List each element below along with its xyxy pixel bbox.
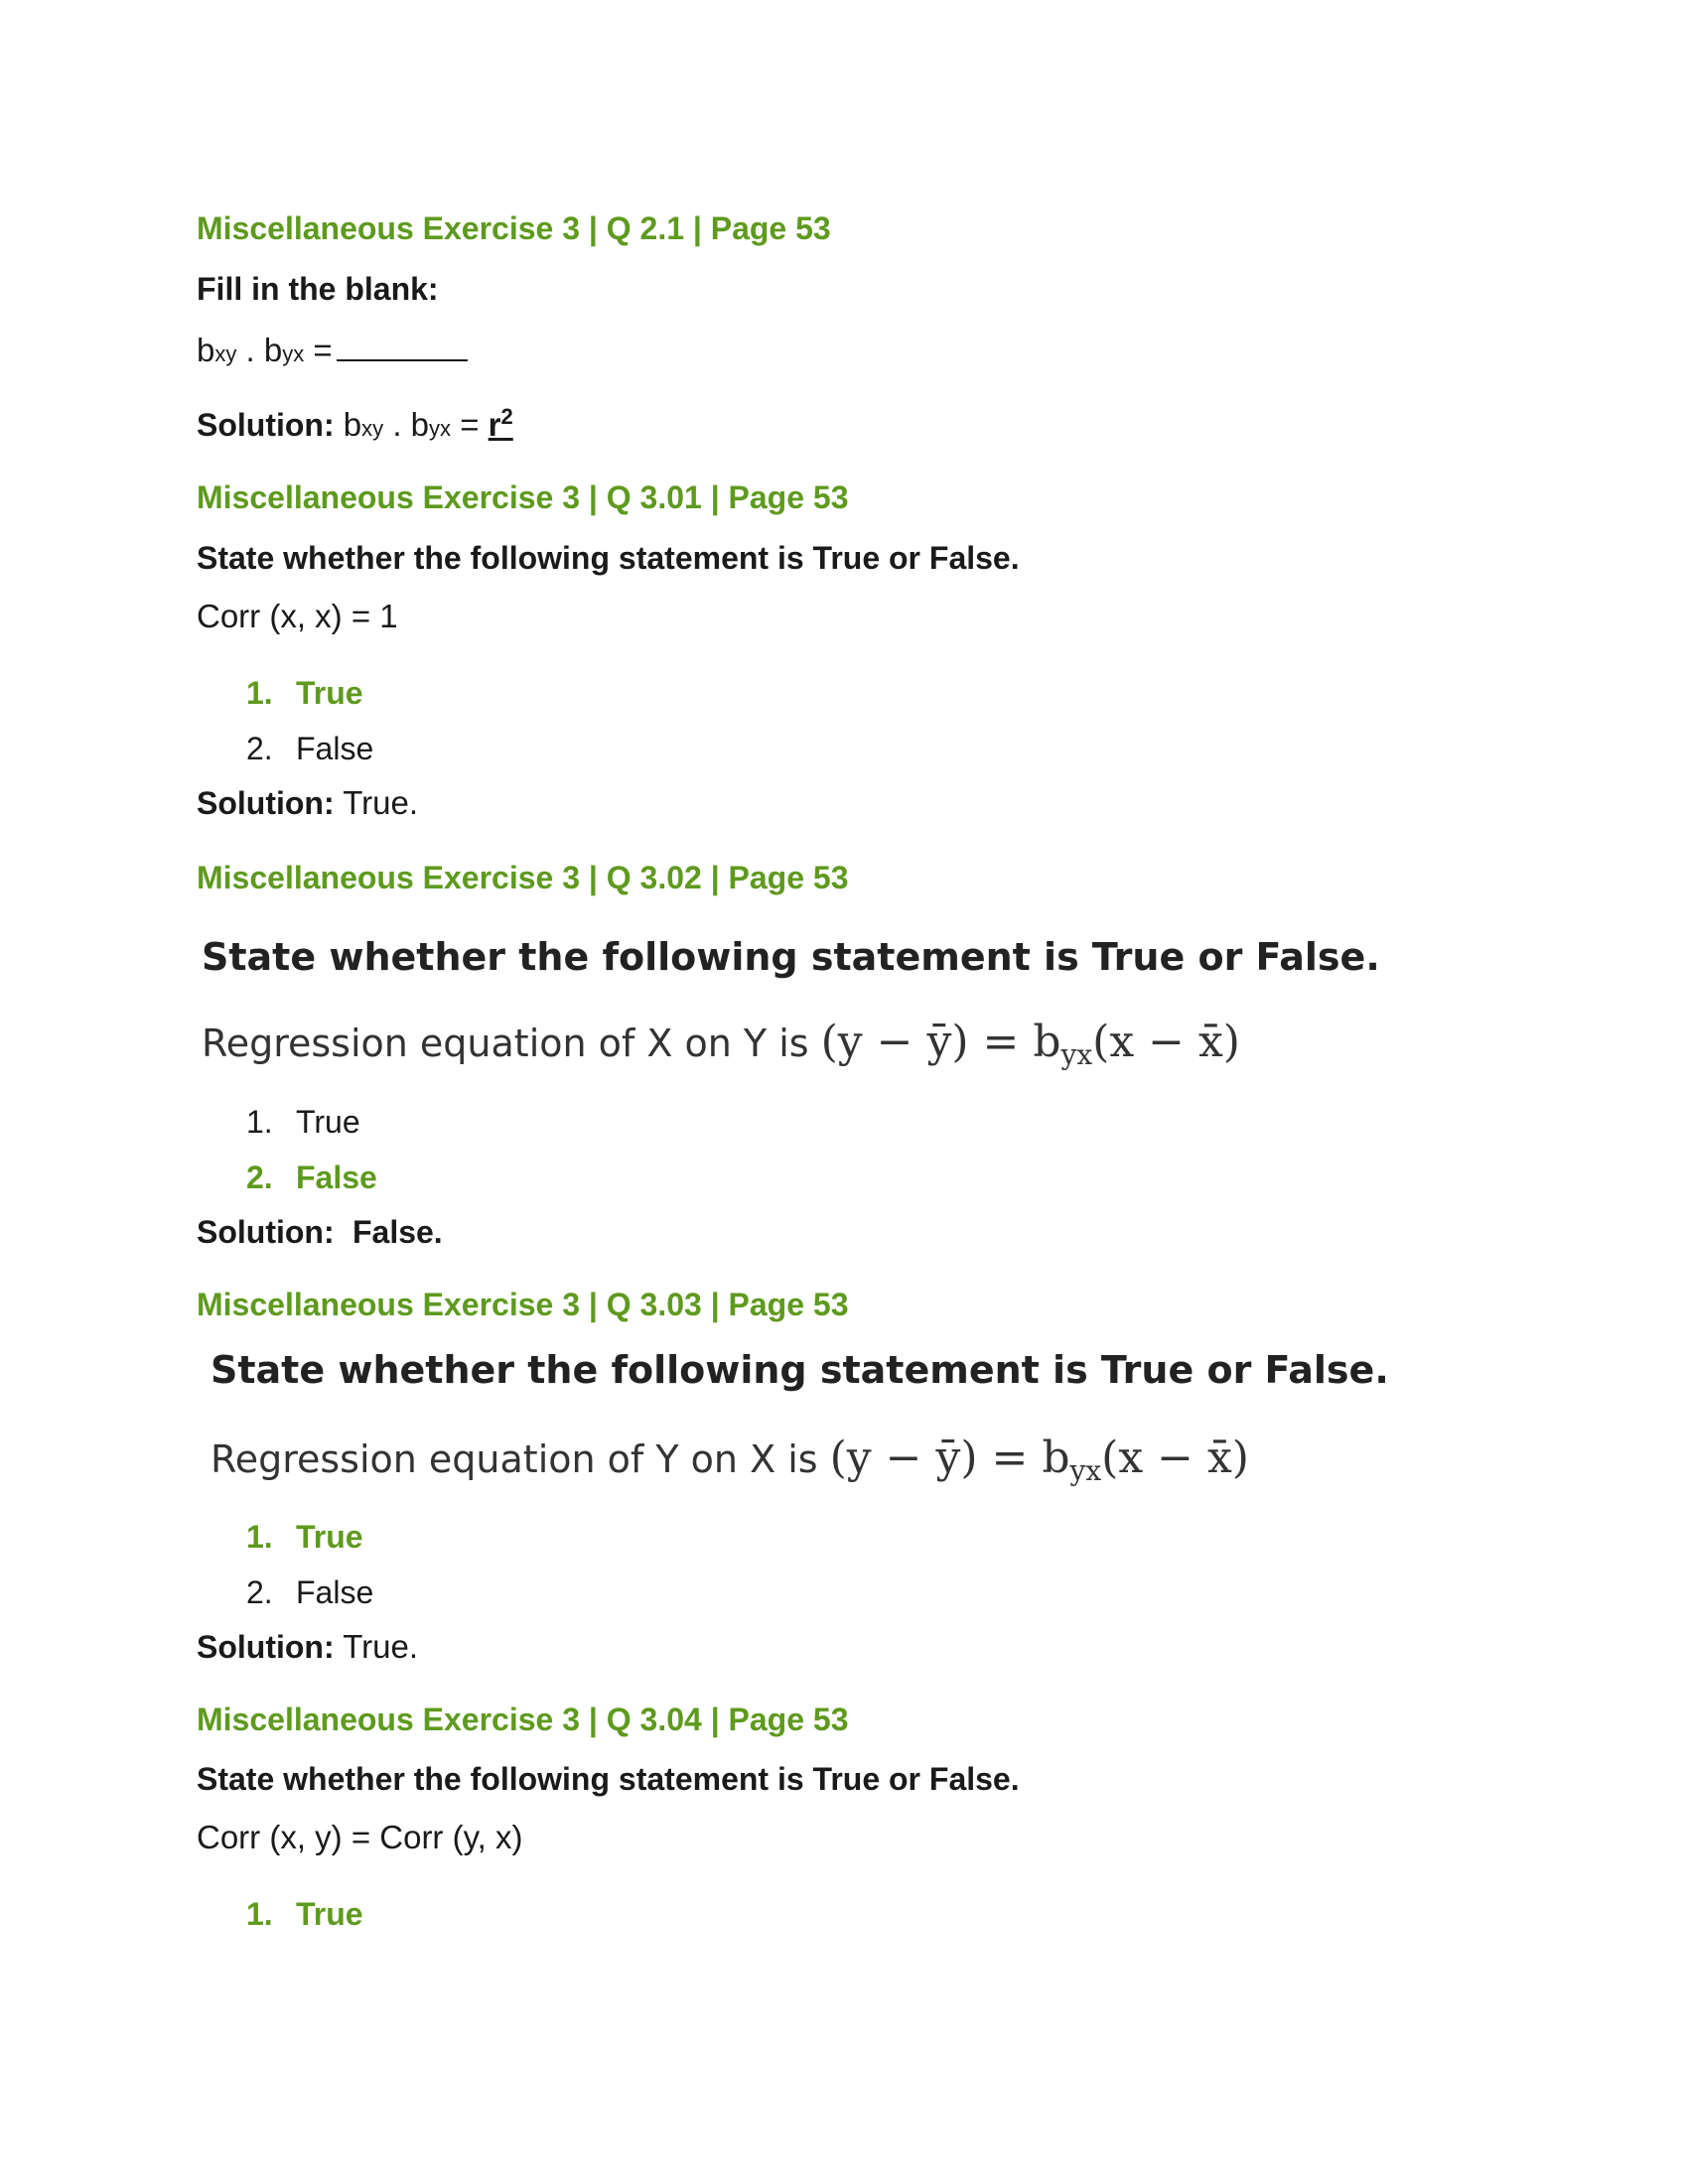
question-heading-q3-04[interactable]: Miscellaneous Exercise 3 | Q 3.04 | Page 53 <box>197 1702 849 1737</box>
solution-line: Solution: True. <box>197 1628 418 1665</box>
question-prompt-image-text: State whether the following statement is True or False. <box>202 935 1380 979</box>
question-prompt: State whether the following statement is True or False. <box>197 540 1020 576</box>
regression-equation: Regression equation of Y on X is (y − ȳ) = $b_{yx}(x$ − x̄) <box>211 1433 1249 1487</box>
question-statement: bxy . byx = <box>197 332 468 369</box>
question-heading-q3-01[interactable]: Miscellaneous Exercise 3 | Q 3.01 | Page 53 <box>197 479 849 515</box>
solution-line: Solution: bxy . byx = $r^2$ <box>197 404 513 443</box>
option-true-correct: 1. True <box>246 675 363 711</box>
question-heading-q3-03[interactable]: Miscellaneous Exercise 3 | Q 3.03 | Page 53 <box>197 1287 849 1322</box>
question-prompt: Fill in the blank: <box>197 271 439 307</box>
regression-equation: Regression equation of X on Y is (y − ȳ) = $b_{yx}(x$ − x̄) <box>202 1017 1240 1071</box>
solution-line: Solution: True. <box>197 784 418 821</box>
question-statement: Corr (x, x) = 1 <box>197 598 398 634</box>
option-true-correct: 1. True <box>246 1896 363 1932</box>
blank-line <box>337 349 468 361</box>
option-false: 2. False <box>246 731 374 766</box>
option-false-correct: 2. False <box>246 1160 377 1195</box>
question-prompt-image-text: State whether the following statement is True or False. <box>211 1348 1389 1392</box>
option-true-correct: 1. True <box>246 1519 363 1555</box>
question-heading-q3-02[interactable]: Miscellaneous Exercise 3 | Q 3.02 | Page 53 <box>197 860 849 895</box>
question-heading-q2-1[interactable]: Miscellaneous Exercise 3 | Q 2.1 | Page 53 <box>197 210 831 246</box>
question-statement: Corr (x, y) = Corr (y, x) <box>197 1819 523 1855</box>
question-prompt: State whether the following statement is True or False. <box>197 1761 1020 1797</box>
option-false: 2. False <box>246 1574 374 1610</box>
solution-line: Solution: False. <box>197 1214 443 1250</box>
solution-answer: $r^2$ <box>488 404 513 443</box>
option-true: 1. True <box>246 1104 360 1140</box>
